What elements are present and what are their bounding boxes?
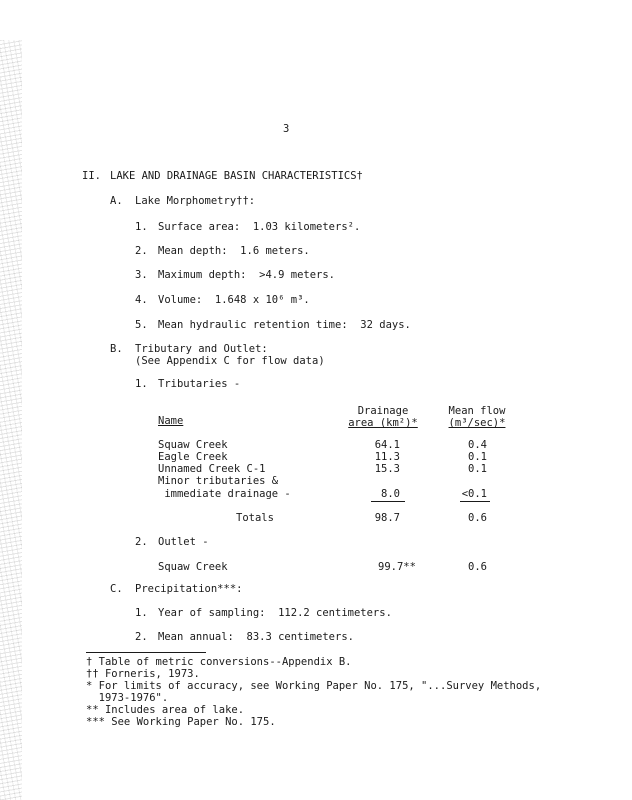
totals-area: 98.7	[374, 512, 400, 524]
list-item-text: Volume: 1.648 x 10⁶ m³.	[158, 294, 310, 306]
table-row-name: Eagle Creek	[158, 451, 228, 463]
list-item-number: 1.	[135, 607, 148, 619]
outlet-label: Outlet -	[158, 536, 209, 548]
list-item-text: Surface area: 1.03 kilometers².	[158, 221, 361, 233]
list-item-text: Mean hydraulic retention time: 32 days.	[158, 319, 411, 331]
column-header-flow-line1: Mean flow	[448, 405, 506, 417]
outlet-area: 99.7**	[378, 561, 416, 573]
table-row-flow: 0.4	[468, 439, 487, 451]
column-header-area-line2: area (km²)*	[348, 417, 418, 429]
subsection-letter-b: B.	[110, 343, 123, 355]
footnote: †† Forneris, 1973.	[86, 668, 200, 680]
table-row-name: immediate drainage -	[158, 488, 291, 500]
table-row-flow: 0.1	[468, 451, 487, 463]
subtotal-rule-area	[371, 501, 405, 502]
table-row-name: Minor tributaries &	[158, 475, 279, 487]
tributaries-label: Tributaries -	[158, 378, 241, 390]
totals-label: Totals	[236, 512, 274, 524]
list-item-number: 3.	[135, 269, 148, 281]
totals-flow: 0.6	[468, 512, 487, 524]
subsection-letter-a: A.	[110, 195, 123, 207]
subtotal-rule-flow	[460, 501, 490, 502]
footnote: *** See Working Paper No. 175.	[86, 716, 276, 728]
list-item-number: 2.	[135, 631, 148, 643]
section-title: LAKE AND DRAINAGE BASIN CHARACTERISTICS†	[110, 170, 363, 182]
outlet-flow: 0.6	[468, 561, 487, 573]
section-number: II.	[82, 170, 101, 182]
column-header-name: Name	[158, 415, 184, 427]
list-item-text: Maximum depth: >4.9 meters.	[158, 269, 336, 281]
page-number: 3	[283, 123, 290, 135]
footnote: ** Includes area of lake.	[86, 704, 245, 716]
list-item-number: 1.	[135, 221, 148, 233]
list-item-number: 5.	[135, 319, 148, 331]
list-item-text: Mean annual: 83.3 centimeters.	[158, 631, 354, 643]
table-row-name: Squaw Creek	[158, 439, 228, 451]
footnote: * For limits of accuracy, see Working Paper No. 175, "...Survey Methods,	[86, 680, 542, 692]
outlet-name: Squaw Creek	[158, 561, 228, 573]
subsection-title-tributary: Tributary and Outlet:	[135, 343, 268, 355]
subsection-letter-c: C.	[110, 583, 123, 595]
footnote: † Table of metric conversions--Appendix B.	[86, 656, 352, 668]
footnote: 1973-1976".	[86, 692, 169, 704]
table-row-name: Unnamed Creek C-1	[158, 463, 266, 475]
table-row-flow: 0.1	[468, 463, 487, 475]
subsection-note: (See Appendix C for flow data)	[135, 355, 325, 367]
list-item-number: 2.	[135, 245, 148, 257]
table-row-flow: <0.1	[461, 488, 487, 500]
list-item-number: 4.	[135, 294, 148, 306]
column-header-flow-line2: (m³/sec)*	[448, 417, 506, 429]
table-row-area: 8.0	[381, 488, 400, 500]
column-header-area-line1: Drainage	[357, 405, 409, 417]
list-item-number: 1.	[135, 378, 148, 390]
table-row-area: 64.1	[374, 439, 400, 451]
scan-edge-shadow	[0, 40, 22, 800]
list-item-text: Mean depth: 1.6 meters.	[158, 245, 310, 257]
subsection-title-precipitation: Precipitation***:	[135, 583, 243, 595]
table-row-area: 11.3	[374, 451, 400, 463]
table-row-area: 15.3	[374, 463, 400, 475]
subsection-title-morphometry: Lake Morphometry††:	[135, 195, 256, 207]
list-item-text: Year of sampling: 112.2 centimeters.	[158, 607, 392, 619]
list-item-number: 2.	[135, 536, 148, 548]
footnote-separator	[86, 652, 206, 653]
